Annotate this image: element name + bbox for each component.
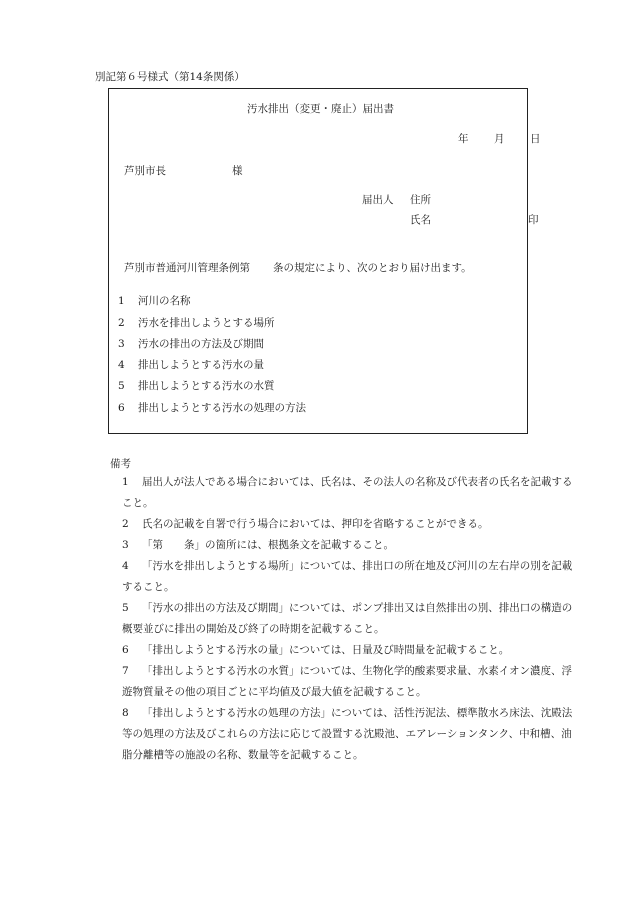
note-4: 4 「汚水を排出しようとする場所」については、排出口の所在地及び河川の左右岸の別を記載すること。: [122, 560, 573, 593]
statement: [124, 260, 472, 275]
applicant-address-label: 住所: [410, 194, 431, 206]
item-1: 1 河川の名称: [118, 295, 191, 307]
note-8: 8 「排出しようとする汚水の処理の方法」については、活性汚泥法、標準散水ろ床法、沈殿法等の処理の方法及びこれらの方法に応じて設置する沈殿池、エアレーションタンク、中和槽、油脂分離槽等の施設の名称、数量等を記載すること。: [122, 707, 573, 761]
addressee-name: 芦別市長: [124, 165, 166, 177]
date-month: 月: [494, 133, 505, 145]
item-label: 排出しようとする汚水の水質: [138, 380, 275, 392]
addressee-honorific: 様: [232, 165, 243, 177]
applicant-name-label: 氏名: [410, 214, 431, 226]
item-5: 5 排出しようとする汚水の水質: [118, 380, 275, 392]
item-3: 3 汚水の排出の方法及び期間: [118, 338, 264, 350]
item-4: 4 排出しようとする汚水の量: [118, 359, 264, 371]
applicant-label: 届出人: [362, 194, 394, 206]
notes-heading: 備考: [110, 458, 131, 470]
item-label: 排出しようとする汚水の量: [138, 359, 264, 371]
note-1: 1 届出人が法人である場合においては、氏名は、その法人の名称及び代表者の氏名を記載すること。: [122, 476, 573, 509]
note-6: 6 「排出しようとする汚水の量」については、日量及び時間量を記載すること。: [122, 644, 510, 656]
item-2: 2 汚水を排出しようとする場所: [118, 317, 275, 329]
note-7: 7 「排出しようとする汚水の水質」については、生物化学的酸素要求量、水素イオン濃度、浮遊物質量その他の項目ごとに平均値及び最大値を記載すること。: [122, 665, 572, 698]
item-label: 汚水を排出しようとする場所: [138, 317, 275, 329]
form-label: 別記第６号様式（第14条関係）: [95, 71, 245, 83]
statement-part1: 芦別市普通河川管理条例第: [124, 262, 250, 274]
note-3: 3 「第 条」の箇所には、根拠条文を記載すること。: [122, 539, 394, 551]
item-label: 汚水の排出の方法及び期間: [138, 338, 264, 350]
date-day: 日: [530, 133, 541, 145]
seal-mark: 印: [528, 214, 539, 226]
form-title: 汚水排出（変更・廃止）届出書: [247, 103, 394, 115]
note-5: 5 「汚水の排出の方法及び期間」については、ポンプ排出又は自然排出の別、排出口の構造の概要並びに排出の開始及び終了の時期を記載すること。: [122, 602, 573, 635]
date-year: 年: [458, 133, 469, 145]
item-label: 河川の名称: [138, 295, 191, 307]
item-label: 排出しようとする汚水の処理の方法: [138, 402, 306, 414]
note-2: 2 氏名の記載を自署で行う場合においては、押印を省略することができる。: [122, 518, 489, 530]
statement-part2: 条の規定により、次のとおり届け出ます。: [273, 262, 472, 274]
item-6: 6 排出しようとする汚水の処理の方法: [118, 402, 306, 414]
